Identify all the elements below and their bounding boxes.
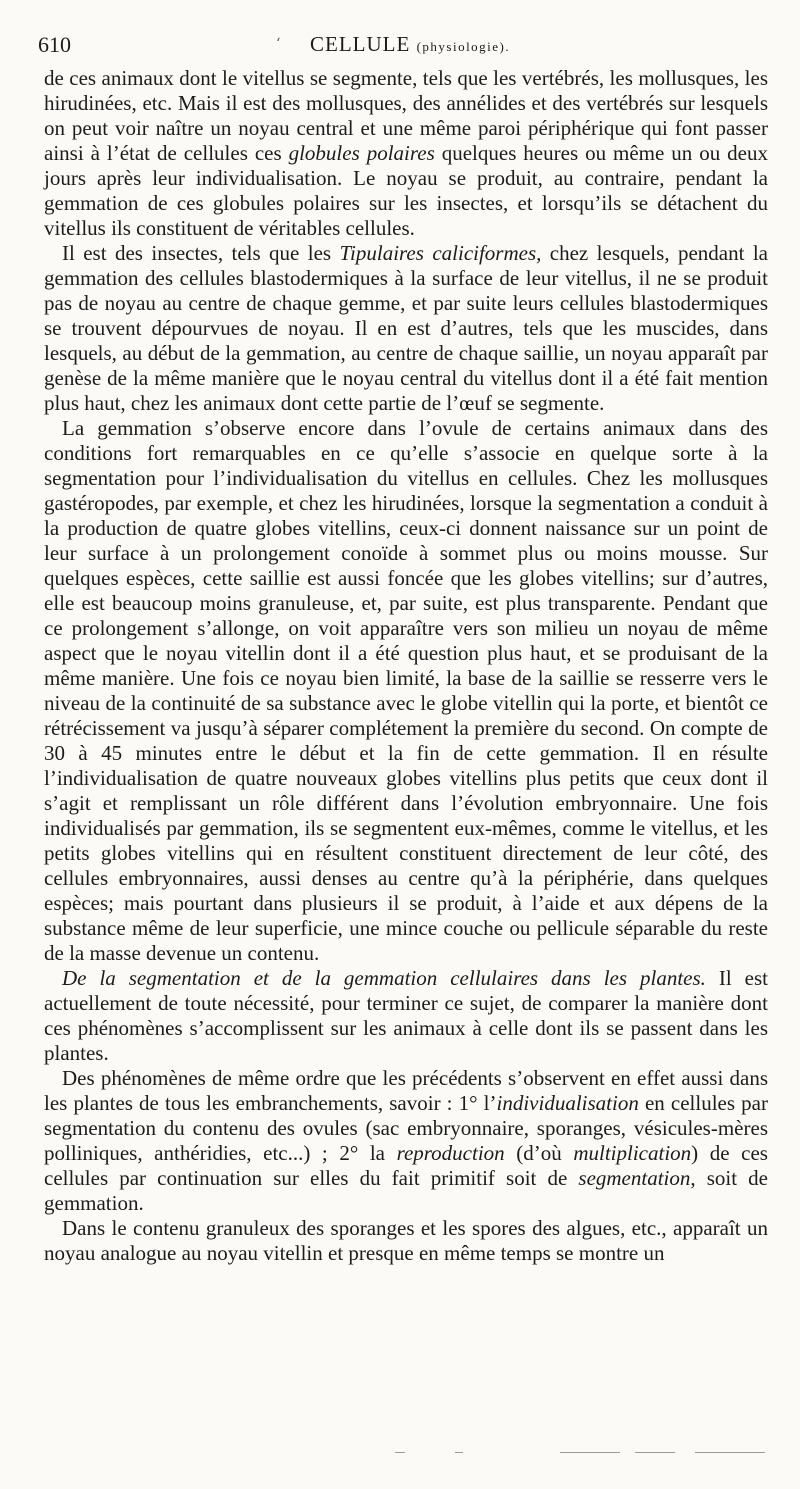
running-title-main: CELLULE	[310, 32, 411, 56]
italic-text: segmentation	[578, 1166, 691, 1190]
text-run: chez lesquels, pendant la gemmation des cellules blastodermiques à la surface de leur vitellus, il ne se produit pas de noyau au centre de chaque gemme, et par suite leurs cellules blastodermiques se trouvent dépourvues de noyau. Il en est d’autres, tels que les muscides, dans lesquels, au début de la gemmation, au centre de chaque saillie, un noyau apparaît par genèse de la même manière que le noyau central du vitellus dont il a été fait mention plus haut, chez les animaux dont cette partie de l’œuf se segmente.	[44, 241, 768, 415]
text-run: de ces animaux dont le vitellus se segmente, tels que les vertébrés, les mollusques, les hirudinées, etc. Mais il est des mollusques, des annélides et des vertébrés sur lesquels on peut voir naître un noyau central et une même paroi périphérique qui font passer ainsi à l’état de cellules ces	[44, 66, 768, 165]
italic-text: Tipulaires caliciformes,	[339, 241, 542, 265]
paragraph	[44, 1066, 768, 1216]
italic-text: multiplication	[573, 1141, 692, 1165]
paragraph	[44, 66, 768, 241]
italic-text: De la segmentation et de la gemmation cellulaires dans les plantes.	[62, 966, 706, 990]
paragraph	[44, 416, 768, 966]
text-run: Il est actuellement de toute nécessité, pour terminer ce sujet, de comparer la manière dont ces phénomènes s’accomplissent sur les animaux à celle dont ils se passent dans les plantes.	[44, 966, 768, 1065]
text-run: Dans le contenu granuleux des sporanges et les spores des algues, etc., apparaît un noyau analogue au noyau vitellin et presque en même temps se montre un	[44, 1216, 768, 1265]
text-run: (d’où	[504, 1141, 574, 1165]
paragraph	[44, 241, 768, 416]
running-title-sub: (physiologie).	[416, 39, 511, 54]
italic-text: individualisation	[496, 1091, 639, 1115]
paragraph	[44, 1216, 768, 1266]
header-ornament: ‘	[276, 36, 281, 52]
body-text	[44, 66, 768, 1266]
text-run: Il est des insectes, tels que les	[62, 241, 340, 265]
paragraph	[44, 966, 768, 1066]
text-run: quelques heures ou même un ou deux jours après leur individualisation. Le noyau se produit, au contraire, pendant la gemmation de ces globules polaires sur les insectes, et lorsqu’ils se détachent du vitellus ils constituent de véritables cellules.	[44, 141, 768, 240]
running-title	[310, 32, 510, 57]
text-run: , soit de gemmation.	[44, 1166, 768, 1215]
page-number: 610	[38, 32, 71, 57]
page-header	[38, 28, 763, 62]
italic-text: globules polaires	[288, 141, 435, 165]
text-run: en cellules par segmentation du contenu des ovules (sac embryonnaire, sporanges, vésicules-mères polliniques, anthéridies, etc...) ; 2° la	[44, 1091, 768, 1165]
text-run: Des phénomènes de même ordre que les précédents s’observent en effet aussi dans les plantes de tous les embranchements, savoir : 1° l’	[44, 1066, 768, 1115]
footer-rule-marks	[395, 1452, 765, 1462]
text-run: La gemmation s’observe encore dans l’ovule de certains animaux dans des conditions fort remarquables en ce qu’elle s’associe en quelque sorte à la segmentation pour l’individualisation du vitellus en cellules. Chez les mollusques gastéropodes, par exemple, et chez les hirudinées, lorsque la segmentation a conduit à la production de quatre globes vitellins, ceux-ci donnent naissance sur un point de leur surface à un prolongement conoïde à sommet plus ou moins mousse. Sur quelques espèces, cette saillie est aussi foncée que les globes vitellins; sur d’autres, elle est beaucoup moins granuleuse, et, par suite, est plus transparente. Pendant que ce prolongement s’allonge, on voit apparaître vers son milieu un noyau de même aspect que le noyau vitellin dont il a été question plus haut, et se produisant de la même manière. Une fois ce noyau bien limité, la base de la saillie se resserre vers le niveau de la continuité de sa substance avec le globe vitellin qui la porte, et bientôt ce rétrécissement va jusqu’à séparer complétement la première du second. On compte de 30 à 45 minutes entre le début et la fin de cette gemmation. Il en résulte l’individualisation de quatre nouveaux globes vitellins plus petits que ceux dont il s’agit et remplissant un rôle différent dans l’évolution embryonnaire. Une fois individualisés par gemmation, ils se segmentent eux-mêmes, comme le vitellus, et les petits globes vitellins qui en résultent constituent directement de leur côté, des cellules embryonnaires, aussi denses au centre qu’à la périphérie, dans quelques espèces; mais pourtant dans plusieurs il se produit, à l’aide et aux dépens de la substance même de leur superficie, une mince couche ou pellicule séparable du reste de la masse devenue un contenu.	[44, 416, 768, 965]
text-run: ) de ces cellules par continuation sur elles du fait primitif soit de	[44, 1141, 768, 1190]
italic-text: reproduction	[396, 1141, 505, 1165]
